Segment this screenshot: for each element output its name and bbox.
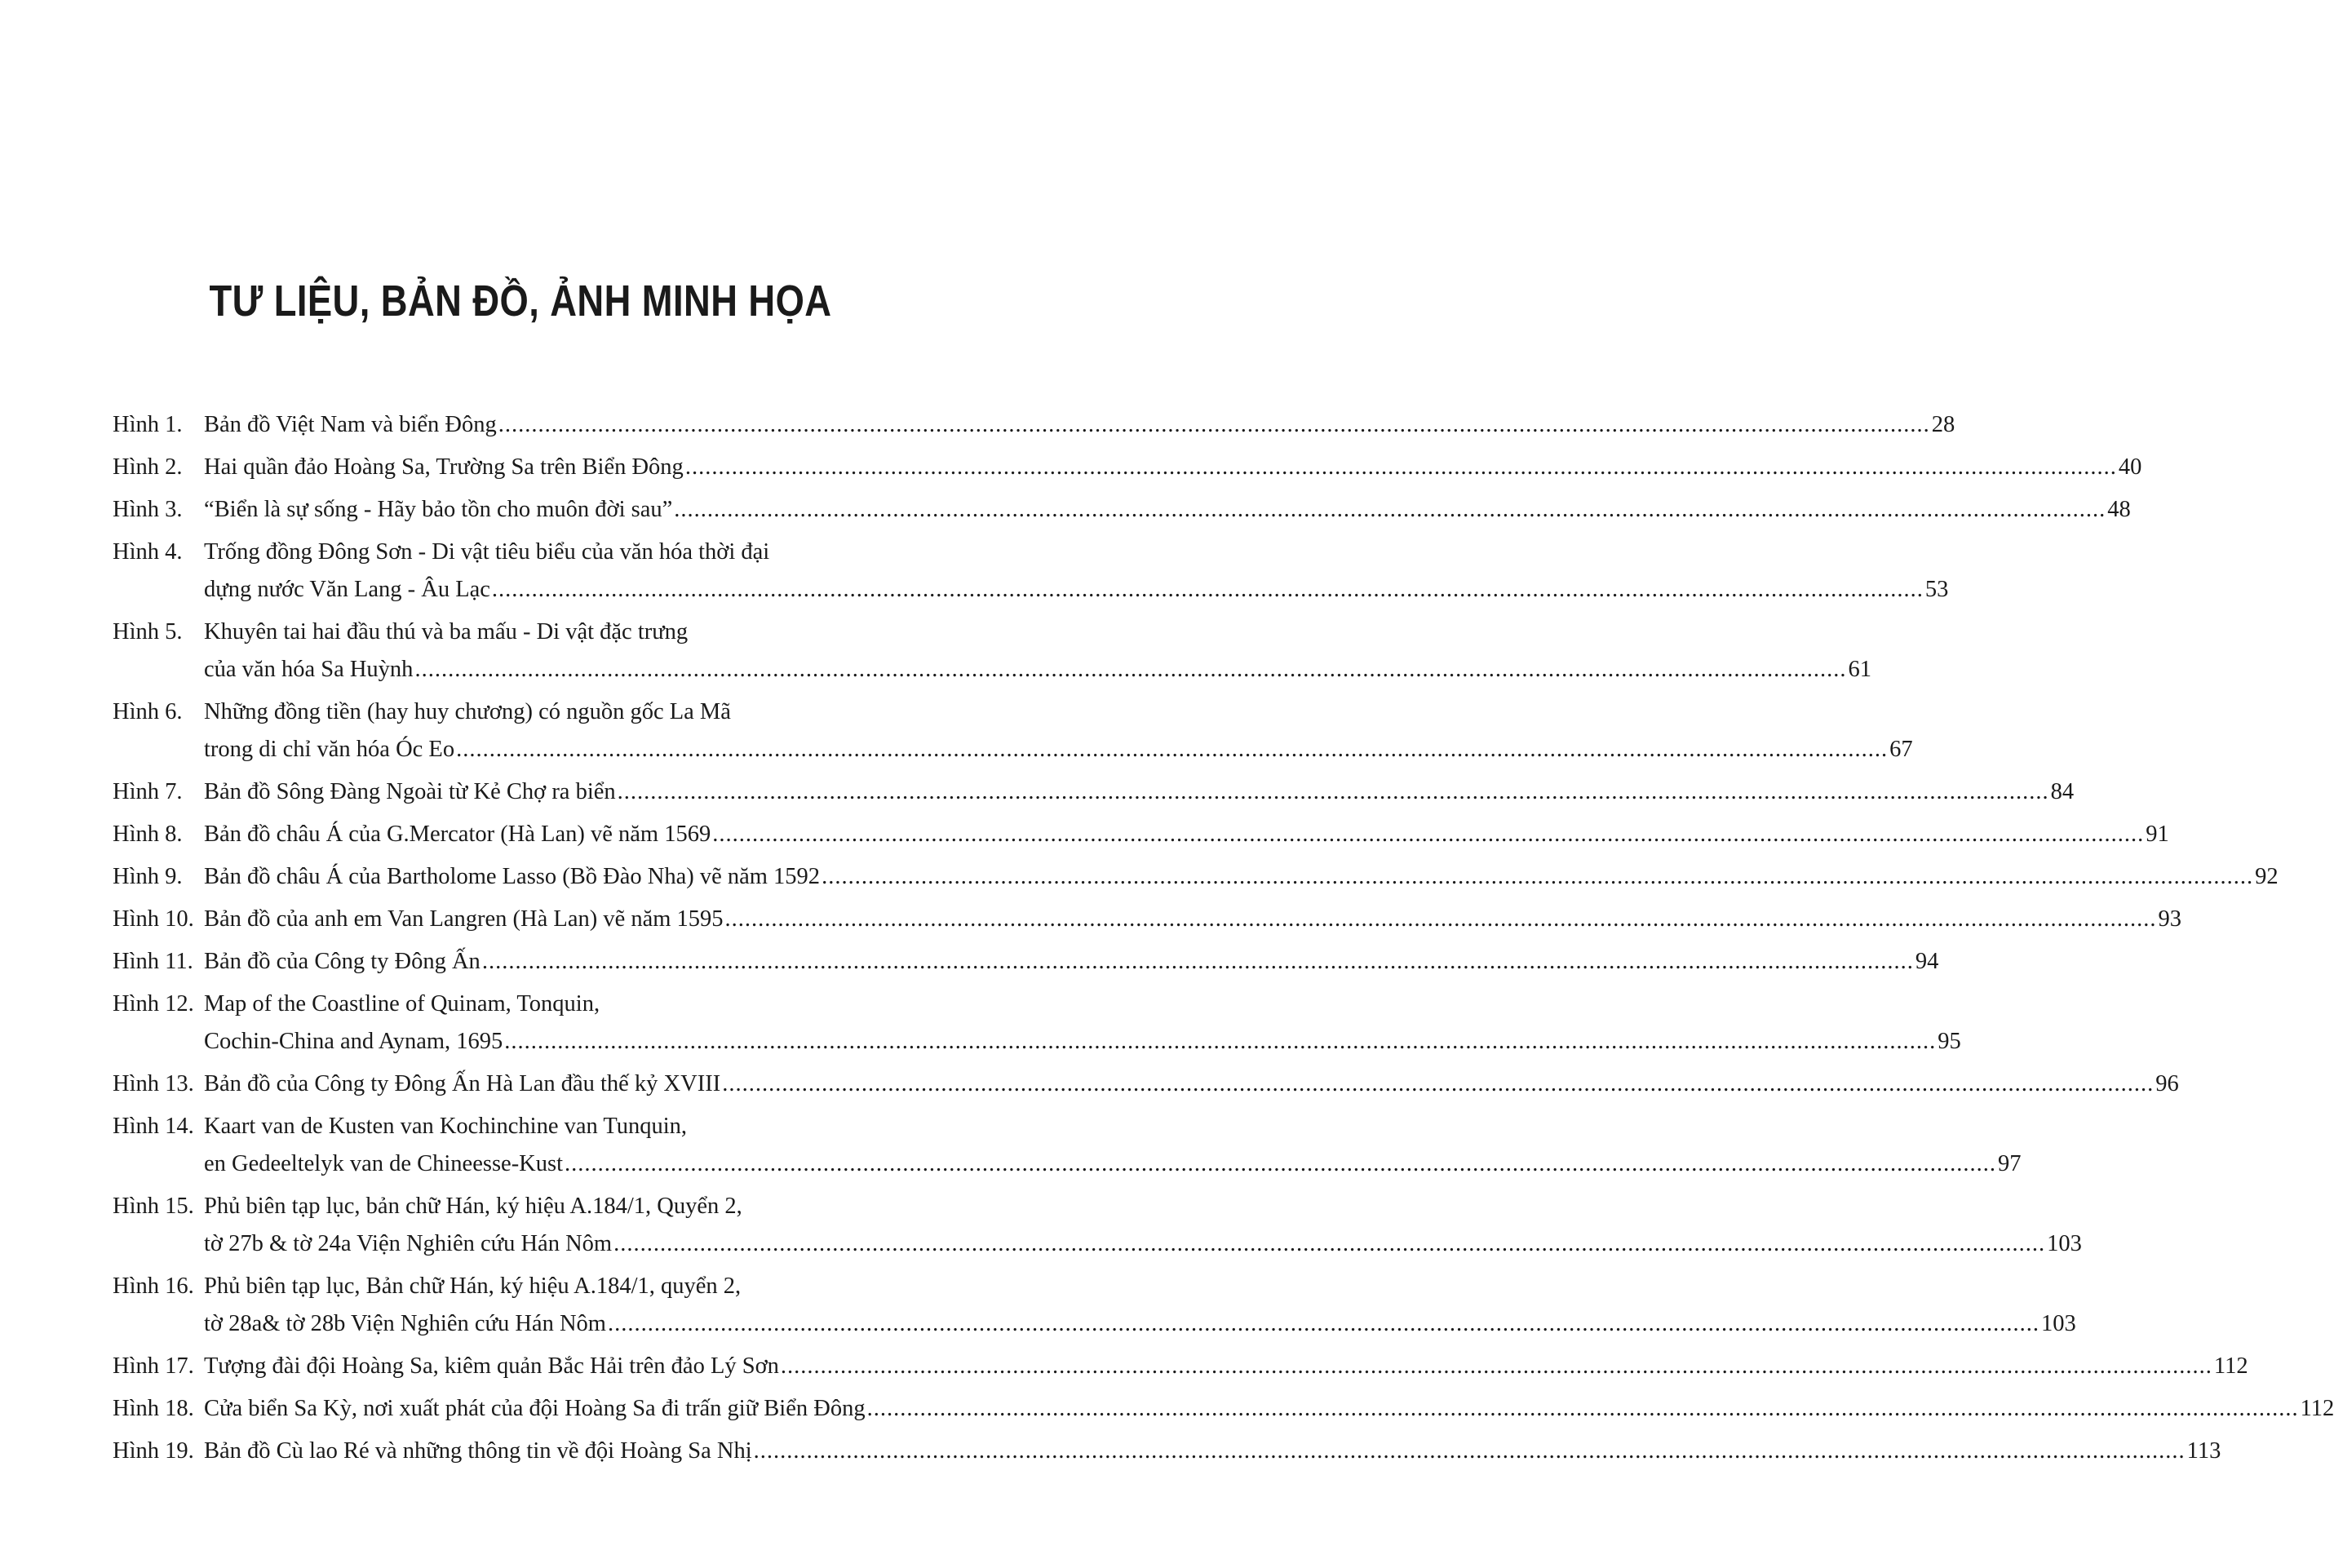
dot-leader (722, 1065, 2154, 1103)
figure-number: Hình 11. (113, 949, 193, 974)
dot-leader (498, 406, 1930, 444)
list-item (113, 1433, 2221, 1470)
caption-text: Bản đồ châu Á của G.Mercator (Hà Lan) vẽ năm 1569 (204, 822, 711, 847)
figure-number: Hình 4. (113, 539, 183, 565)
caption-line (204, 1305, 2076, 1343)
caption-line (204, 816, 2169, 853)
page-number: 91 (2146, 822, 2169, 847)
caption-text: của văn hóa Sa Huỳnh (204, 657, 414, 682)
caption-text: Bản đồ châu Á của Bartholome Lasso (Bồ Đào Nha) vẽ năm 1592 (204, 864, 821, 889)
figure-list (113, 406, 2334, 1475)
caption-text: Những đồng tiền (hay huy chương) có nguồn gốc La Mã (204, 699, 731, 724)
caption-line (204, 731, 1913, 768)
caption-text: en Gedeeltelyk van de Chineesse-Kust (204, 1151, 564, 1176)
caption-line (204, 1348, 2248, 1385)
list-item (113, 943, 1939, 981)
list-item (113, 534, 1949, 609)
figure-number: Hình 8. (113, 822, 183, 847)
dot-leader (613, 1225, 2045, 1263)
page-number: 95 (1938, 1029, 1961, 1054)
figure-number: Hình 6. (113, 699, 183, 724)
page-number: 92 (2255, 864, 2279, 889)
figure-caption (204, 943, 1939, 981)
page-number: 84 (2050, 779, 2075, 804)
figure-caption (204, 693, 1913, 768)
list-item (113, 1390, 2334, 1428)
figure-caption (204, 534, 1949, 609)
dot-leader (867, 1390, 2299, 1428)
caption-line (204, 1108, 927, 1145)
caption-line (204, 571, 1949, 609)
figure-caption (204, 816, 2169, 853)
list-item (113, 858, 2279, 896)
caption-text: dựng nước Văn Lang - Âu Lạc (204, 577, 490, 602)
caption-line (204, 406, 1955, 444)
page-number: 112 (2300, 1396, 2334, 1421)
figure-number: Hình 17. (113, 1353, 194, 1379)
list-item (113, 693, 1913, 768)
page-number: 61 (1848, 657, 1871, 682)
page-number: 67 (1889, 737, 1913, 762)
list-item (113, 449, 2142, 486)
page-number: 103 (2047, 1231, 2082, 1256)
caption-text: tờ 27b & tờ 24a Viện Nghiên cứu Hán Nôm (204, 1231, 613, 1256)
caption-line (204, 1268, 927, 1305)
caption-line (204, 986, 927, 1023)
list-item (113, 816, 2169, 853)
page-number: 97 (1998, 1151, 2022, 1176)
caption-line (204, 693, 927, 731)
page-number: 113 (2186, 1438, 2221, 1464)
caption-line (204, 651, 1871, 689)
caption-text: Cochin-China and Aynam, 1695 (204, 1029, 503, 1054)
figure-number: Hình 2. (113, 454, 183, 480)
caption-text: Khuyên tai hai đầu thú và ba mấu - Di vật đặc trưng (204, 619, 689, 644)
list-item (113, 406, 1955, 444)
figure-number: Hình 18. (113, 1396, 194, 1421)
caption-text: Phủ biên tạp lục, Bản chữ Hán, ký hiệu A.184/1, quyển 2, (204, 1273, 742, 1299)
list-item (113, 773, 2075, 811)
dot-leader (822, 858, 2253, 896)
dot-leader (492, 571, 1924, 609)
figure-caption (204, 858, 2279, 896)
caption-text: Bản đồ Việt Nam và biển Đông (204, 412, 497, 437)
list-item (113, 491, 2131, 529)
caption-line (204, 1433, 2221, 1470)
page-number: 40 (2118, 454, 2142, 480)
caption-line (204, 858, 2279, 896)
caption-line (204, 449, 2142, 486)
figure-caption (204, 1268, 2076, 1343)
figure-number: Hình 19. (113, 1438, 194, 1464)
dot-leader (674, 491, 2106, 529)
figure-caption (204, 773, 2075, 811)
page-number: 94 (1915, 949, 1939, 974)
figure-caption (204, 986, 1961, 1061)
caption-line (204, 534, 927, 571)
list-item (113, 986, 1961, 1061)
figure-caption (204, 406, 1955, 444)
dot-leader (414, 651, 1846, 689)
caption-text: Kaart van de Kusten van Kochinchine van Tunquin, (204, 1114, 688, 1139)
figure-number: Hình 5. (113, 619, 183, 644)
dot-leader (608, 1305, 2039, 1343)
figure-caption (204, 1348, 2248, 1385)
figure-number: Hình 10. (113, 906, 194, 932)
caption-line (204, 613, 927, 651)
figure-number: Hình 7. (113, 779, 183, 804)
caption-text: tờ 28a& tờ 28b Viện Nghiên cứu Hán Nôm (204, 1311, 606, 1336)
dot-leader (565, 1145, 1996, 1183)
page-title: TƯ LIỆU, BẢN ĐỒ, ẢNH MINH HỌA (209, 277, 832, 326)
dot-leader (618, 773, 2049, 811)
figure-caption (204, 613, 1871, 689)
figure-caption (204, 1065, 2179, 1103)
figure-caption (204, 449, 2142, 486)
caption-text: Hai quần đảo Hoàng Sa, Trường Sa trên Biển Đông (204, 454, 684, 480)
figure-caption (204, 1390, 2334, 1428)
caption-text: Bản đồ của Công ty Đông Ấn (204, 949, 481, 974)
dot-leader (781, 1348, 2212, 1385)
figure-number: Hình 16. (113, 1273, 194, 1299)
caption-text: Trống đồng Đông Sơn - Di vật tiêu biểu của văn hóa thời đại (204, 539, 770, 565)
list-item (113, 1268, 2076, 1343)
caption-line (204, 1065, 2179, 1103)
caption-text: Cửa biển Sa Kỳ, nơi xuất phát của đội Hoàng Sa đi trấn giữ Biển Đông (204, 1396, 866, 1421)
dot-leader (456, 731, 1888, 768)
dot-leader (754, 1433, 2186, 1470)
dot-leader (685, 449, 2117, 486)
caption-text: Bản đồ của Công ty Đông Ấn Hà Lan đầu thế kỷ XVIII (204, 1071, 721, 1096)
list-item (113, 1188, 2082, 1263)
caption-text: Tượng đài đội Hoàng Sa, kiêm quản Bắc Hải trên đảo Lý Sơn (204, 1353, 779, 1379)
figure-number: Hình 3. (113, 497, 183, 522)
figure-caption (204, 1108, 2022, 1183)
caption-line (204, 1225, 2082, 1263)
caption-text: Bản đồ Cù lao Ré và những thông tin về đội Hoàng Sa Nhị (204, 1438, 752, 1464)
caption-line (204, 1390, 2334, 1428)
figure-caption (204, 1433, 2221, 1470)
page-number: 48 (2107, 497, 2131, 522)
figure-number: Hình 9. (113, 864, 183, 889)
figure-caption (204, 1188, 2082, 1263)
caption-line (204, 773, 2075, 811)
caption-line (204, 491, 2131, 529)
page-number: 28 (1931, 412, 1955, 437)
list-item (113, 1108, 2022, 1183)
list-item (113, 613, 1871, 689)
caption-line (204, 1023, 1961, 1061)
caption-line (204, 1145, 2022, 1183)
caption-text: Phủ biên tạp lục, bản chữ Hán, ký hiệu A.184/1, Quyển 2, (204, 1194, 742, 1219)
caption-line (204, 901, 2182, 938)
page-number: 96 (2155, 1071, 2179, 1096)
figure-caption (204, 491, 2131, 529)
page-number: 93 (2158, 906, 2182, 932)
figure-caption (204, 901, 2182, 938)
figure-number: Hình 14. (113, 1114, 194, 1139)
caption-text: Bản đồ của anh em Van Langren (Hà Lan) vẽ năm 1595 (204, 906, 724, 932)
page-number: 112 (2213, 1353, 2248, 1379)
figure-number: Hình 13. (113, 1071, 194, 1096)
list-item (113, 1348, 2248, 1385)
caption-text: trong di chỉ văn hóa Óc Eo (204, 737, 455, 762)
page-number: 103 (2040, 1311, 2076, 1336)
page-number: 53 (1924, 577, 1949, 602)
dot-leader (504, 1023, 1936, 1061)
dot-leader (712, 816, 2144, 853)
figure-number: Hình 12. (113, 991, 194, 1017)
figure-number: Hình 1. (113, 412, 183, 437)
dot-leader (725, 901, 2157, 938)
caption-line (204, 1188, 927, 1225)
caption-text: Map of the Coastline of Quinam, Tonquin, (204, 991, 600, 1017)
list-item (113, 901, 2182, 938)
caption-line (204, 943, 1939, 981)
figure-number: Hình 15. (113, 1194, 194, 1219)
dot-leader (482, 943, 1914, 981)
caption-text: Bản đồ Sông Đàng Ngoài từ Kẻ Chợ ra biển (204, 779, 616, 804)
list-item (113, 1065, 2179, 1103)
caption-text: “Biển là sự sống - Hãy bảo tồn cho muôn đời sau” (204, 497, 673, 522)
